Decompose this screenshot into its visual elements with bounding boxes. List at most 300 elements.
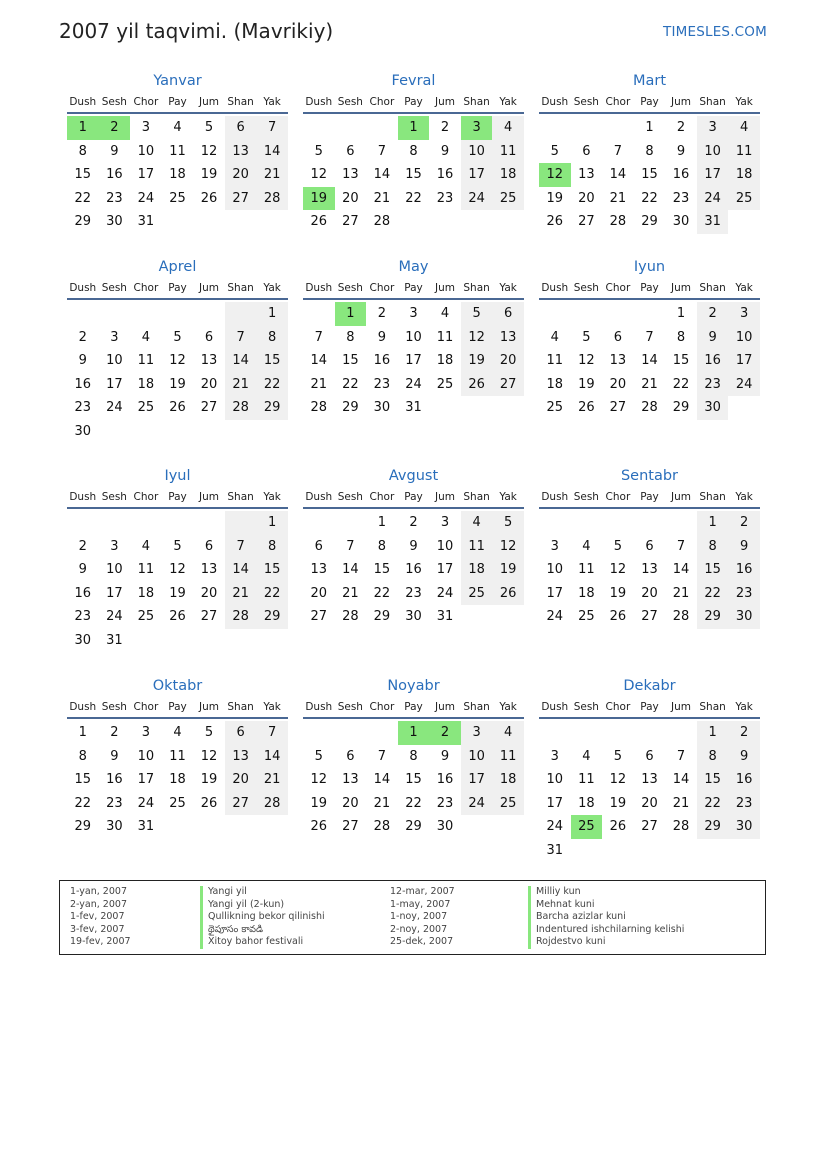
day-cell: 24 — [728, 373, 760, 397]
empty-cell — [99, 511, 131, 535]
weekday-label: Shan — [699, 282, 726, 294]
day-cell: 27 — [641, 609, 658, 625]
empty-cell — [335, 721, 367, 745]
day-cell: 24 — [461, 187, 493, 211]
day-cell: 14 — [256, 745, 288, 769]
day-cell: 12 — [461, 326, 493, 350]
day-cell: 21 — [342, 585, 359, 601]
day-cell: 22 — [256, 373, 288, 397]
weekday-header — [67, 491, 288, 509]
day-cell: 6 — [346, 748, 355, 764]
day-cell: 4 — [173, 120, 182, 135]
weekday-label: Chor — [133, 96, 159, 108]
day-cell: 2 — [728, 721, 760, 745]
day-cell: 29 — [405, 819, 422, 835]
day-cell: 6 — [204, 538, 214, 554]
day-cell: 13 — [342, 167, 359, 183]
month-name: Oktabr — [152, 678, 203, 694]
weekday-label: Sesh — [337, 701, 363, 713]
month-sentabr — [539, 466, 760, 629]
day-cell: 20 — [200, 585, 218, 601]
month-name: Fevral — [391, 73, 436, 89]
day-cell: 23 — [74, 400, 92, 416]
day-cell: 1 — [256, 302, 288, 326]
day-cell: 6 — [492, 302, 524, 326]
day-cell: 10 — [106, 562, 123, 578]
day-cell: 4 — [550, 329, 559, 345]
legend-holiday-name: Rojdestvo kuni — [528, 936, 606, 949]
day-cell: 23 — [672, 190, 690, 206]
weekday-label: Chor — [605, 282, 631, 294]
day-cell: 17 — [405, 353, 422, 369]
day-cell: 27 — [342, 819, 359, 835]
day-cell: 25 — [137, 400, 155, 416]
holiday-cell: 1 — [335, 302, 367, 326]
day-cell: 10 — [137, 143, 155, 159]
day-cell: 10 — [697, 140, 729, 164]
day-cell: 9 — [110, 143, 119, 159]
day-cell: 12 — [200, 143, 218, 159]
day-cell: 16 — [672, 167, 690, 183]
day-cell: 11 — [137, 562, 155, 578]
weekday-label: Dush — [69, 701, 97, 713]
month-yanvar — [67, 71, 288, 234]
day-cell: 29 — [672, 400, 690, 416]
day-cell: 3 — [110, 538, 119, 554]
day-cell: 5 — [461, 302, 493, 326]
day-cell: 17 — [106, 585, 123, 601]
empty-cell — [602, 116, 634, 140]
day-cell: 5 — [173, 538, 182, 554]
day-cell: 4 — [582, 538, 591, 554]
day-cell: 14 — [256, 140, 288, 164]
day-cell: 16 — [74, 376, 92, 392]
weekday-label: Pay — [640, 282, 659, 294]
day-cell: 17 — [137, 772, 155, 788]
day-cell: 18 — [578, 585, 595, 601]
legend-holiday-name: Xitoy bahor festivali — [200, 936, 303, 949]
day-cell: 27 — [609, 400, 627, 416]
empty-cell — [193, 302, 225, 326]
day-cell: 31 — [137, 214, 155, 230]
day-cell: 12 — [492, 535, 524, 559]
month-name: Noyabr — [387, 678, 440, 694]
day-cell: 2 — [409, 515, 418, 530]
weekday-label: Chor — [369, 282, 395, 294]
day-cell: 19 — [461, 349, 493, 373]
day-cell: 6 — [314, 538, 323, 554]
empty-cell — [634, 721, 666, 745]
legend-date: 25-dek, 2007 — [390, 936, 454, 947]
day-cell: 24 — [461, 792, 493, 816]
day-cell: 17 — [106, 376, 123, 392]
weekday-label: Dush — [305, 96, 333, 108]
legend-date: 1-fev, 2007 — [70, 911, 125, 922]
day-cell: 4 — [440, 306, 450, 321]
day-cell: 28 — [373, 214, 391, 230]
day-cell: 10 — [405, 329, 422, 345]
day-cell: 15 — [697, 768, 729, 792]
legend-date: 3-fev, 2007 — [70, 923, 125, 935]
weekday-label: Yak — [499, 701, 517, 713]
empty-cell — [602, 511, 634, 535]
empty-cell — [539, 721, 571, 745]
day-cell: 6 — [582, 143, 591, 159]
day-cell: 29 — [256, 605, 288, 629]
day-cell: 8 — [346, 329, 355, 345]
day-cell: 3 — [550, 748, 559, 764]
day-cell: 26 — [461, 373, 493, 397]
day-grid — [303, 302, 524, 420]
day-cell: 4 — [173, 725, 182, 740]
day-cell: 16 — [728, 558, 760, 582]
day-cell: 21 — [672, 795, 690, 811]
weekday-label: Shan — [699, 491, 726, 503]
weekday-label: Yak — [499, 96, 517, 108]
day-cell: 23 — [728, 792, 760, 816]
day-cell: 18 — [461, 558, 493, 582]
day-cell: 18 — [169, 772, 186, 788]
day-cell: 21 — [672, 585, 690, 601]
weekday-label: Shan — [463, 96, 490, 108]
day-cell: 25 — [436, 376, 454, 392]
day-cell: 12 — [609, 772, 627, 788]
day-cell: 10 — [461, 745, 493, 769]
day-cell: 24 — [405, 376, 422, 392]
day-cell: 8 — [697, 745, 729, 769]
day-grid — [67, 302, 288, 444]
page-title: 2007 yil taqvimi. (Mavrikiy) — [59, 19, 334, 43]
weekday-label: Jum — [199, 701, 220, 713]
weekday-label: Chor — [133, 282, 159, 294]
day-cell: 7 — [676, 748, 686, 764]
day-cell: 9 — [110, 748, 119, 764]
day-cell: 16 — [74, 585, 92, 601]
day-cell: 11 — [169, 143, 186, 159]
month-name: Avgust — [388, 468, 439, 484]
weekday-label: Pay — [640, 701, 659, 713]
day-cell: 7 — [225, 326, 257, 350]
month-name: May — [398, 259, 429, 275]
day-cell: 24 — [697, 187, 729, 211]
empty-cell — [665, 721, 697, 745]
day-cell: 23 — [697, 373, 729, 397]
day-cell: 14 — [225, 558, 257, 582]
day-cell: 1 — [377, 515, 387, 530]
day-cell: 28 — [609, 214, 627, 230]
day-cell: 28 — [225, 605, 257, 629]
weekday-label: Sesh — [101, 282, 127, 294]
day-cell: 20 — [225, 768, 257, 792]
day-cell: 16 — [405, 562, 422, 578]
day-cell: 25 — [461, 582, 493, 606]
day-cell: 10 — [137, 748, 155, 764]
day-cell: 17 — [461, 768, 493, 792]
month-may — [303, 257, 524, 420]
day-cell: 26 — [169, 609, 186, 625]
day-cell: 22 — [342, 376, 359, 392]
brand-link[interactable]: TIMESLES.COM — [663, 24, 767, 40]
weekday-label: Dush — [305, 701, 333, 713]
empty-cell — [366, 721, 398, 745]
day-cell: 27 — [578, 214, 595, 230]
day-cell: 18 — [546, 376, 564, 392]
day-cell: 25 — [492, 792, 524, 816]
day-cell: 7 — [256, 116, 288, 140]
day-cell: 30 — [728, 815, 760, 839]
day-cell: 28 — [256, 187, 288, 211]
weekday-label: Chor — [605, 701, 631, 713]
day-cell: 1 — [78, 725, 87, 740]
weekday-label: Pay — [168, 701, 187, 713]
day-cell: 28 — [672, 609, 690, 625]
day-cell: 10 — [546, 772, 564, 788]
weekday-label: Yak — [263, 491, 281, 503]
day-cell: 19 — [200, 772, 218, 788]
day-cell: 13 — [310, 562, 328, 578]
day-grid — [67, 511, 288, 653]
day-cell: 19 — [169, 585, 186, 601]
day-cell: 16 — [106, 772, 123, 788]
day-cell: 24 — [546, 609, 564, 625]
empty-cell — [225, 511, 257, 535]
weekday-label: Jum — [435, 96, 456, 108]
day-cell: 2 — [728, 511, 760, 535]
day-cell: 21 — [225, 582, 257, 606]
weekday-header — [303, 491, 524, 509]
day-cell: 15 — [373, 562, 391, 578]
empty-cell — [335, 116, 367, 140]
weekday-label: Shan — [227, 491, 254, 503]
day-grid — [67, 721, 288, 839]
weekday-label: Chor — [369, 96, 395, 108]
day-cell: 20 — [492, 349, 524, 373]
weekday-label: Sesh — [573, 282, 599, 294]
day-cell: 5 — [314, 143, 323, 159]
day-cell: 15 — [256, 349, 288, 373]
weekday-label: Shan — [463, 282, 490, 294]
empty-cell — [539, 302, 571, 326]
day-cell: 2 — [110, 725, 119, 740]
weekday-label: Dush — [541, 282, 569, 294]
weekday-label: Pay — [168, 491, 187, 503]
empty-cell — [602, 721, 634, 745]
day-cell: 13 — [200, 353, 218, 369]
day-cell: 21 — [641, 376, 658, 392]
day-cell: 28 — [641, 400, 658, 416]
empty-cell — [571, 116, 603, 140]
day-cell: 26 — [609, 819, 627, 835]
day-cell: 18 — [492, 768, 524, 792]
legend-date: 19-fev, 2007 — [70, 936, 131, 947]
day-cell: 20 — [641, 795, 658, 811]
legend-date: 1-noy, 2007 — [390, 911, 448, 922]
day-cell: 6 — [346, 143, 355, 159]
day-cell: 10 — [461, 140, 493, 164]
legend-holiday-name: Milliy kun — [528, 886, 581, 899]
day-grid — [67, 116, 288, 234]
day-cell: 25 — [492, 187, 524, 211]
day-cell: 22 — [74, 190, 92, 206]
day-cell: 13 — [609, 353, 627, 369]
holiday-cell: 2 — [429, 721, 461, 745]
empty-cell — [539, 511, 571, 535]
day-grid — [539, 116, 760, 234]
weekday-label: Dush — [305, 491, 333, 503]
day-cell: 19 — [609, 795, 627, 811]
weekday-label: Jum — [435, 701, 456, 713]
weekday-header — [303, 96, 524, 114]
day-cell: 12 — [578, 353, 595, 369]
day-cell: 28 — [256, 792, 288, 816]
empty-cell — [539, 116, 571, 140]
weekday-header — [303, 282, 524, 300]
day-cell: 15 — [342, 353, 359, 369]
day-cell: 27 — [225, 187, 257, 211]
empty-cell — [571, 511, 603, 535]
day-cell: 26 — [546, 214, 564, 230]
holiday-legend — [59, 880, 766, 955]
day-cell: 4 — [141, 538, 151, 554]
weekday-label: Dush — [541, 96, 569, 108]
day-cell: 5 — [204, 120, 214, 135]
day-cell: 29 — [641, 214, 658, 230]
day-grid — [303, 721, 524, 839]
day-cell: 29 — [697, 605, 729, 629]
month-name: Yanvar — [153, 73, 202, 89]
month-name: Aprel — [158, 259, 197, 275]
day-cell: 28 — [310, 400, 328, 416]
day-cell: 2 — [440, 120, 450, 135]
day-cell: 20 — [342, 795, 359, 811]
weekday-label: Sesh — [337, 282, 363, 294]
day-cell: 11 — [546, 353, 564, 369]
day-cell: 21 — [256, 163, 288, 187]
day-cell: 15 — [405, 167, 422, 183]
day-cell: 9 — [440, 143, 450, 159]
day-cell: 23 — [436, 795, 454, 811]
weekday-header — [303, 701, 524, 719]
weekday-label: Chor — [605, 96, 631, 108]
day-cell: 16 — [697, 349, 729, 373]
weekday-header — [67, 701, 288, 719]
day-cell: 23 — [74, 609, 92, 625]
day-cell: 24 — [106, 400, 123, 416]
day-cell: 22 — [697, 582, 729, 606]
day-cell: 7 — [225, 535, 257, 559]
holiday-cell: 1 — [398, 116, 430, 140]
month-oktabr — [67, 676, 288, 839]
empty-cell — [303, 302, 335, 326]
day-cell: 2 — [78, 538, 87, 554]
day-cell: 20 — [200, 376, 218, 392]
day-cell: 5 — [613, 538, 623, 554]
weekday-label: Pay — [640, 96, 659, 108]
weekday-label: Pay — [640, 491, 659, 503]
weekday-header — [539, 96, 760, 114]
empty-cell — [130, 511, 162, 535]
weekday-label: Pay — [404, 701, 423, 713]
empty-cell — [571, 721, 603, 745]
day-cell: 20 — [342, 190, 359, 206]
day-cell: 1 — [697, 721, 729, 745]
month-name: Dekabr — [623, 678, 676, 694]
empty-cell — [225, 302, 257, 326]
weekday-label: Yak — [263, 701, 281, 713]
day-cell: 16 — [436, 772, 454, 788]
day-cell: 13 — [492, 326, 524, 350]
day-cell: 5 — [314, 748, 323, 764]
month-avgust — [303, 466, 524, 629]
day-cell: 15 — [697, 558, 729, 582]
day-cell: 11 — [492, 140, 524, 164]
weekday-label: Pay — [168, 282, 187, 294]
day-cell: 13 — [200, 562, 218, 578]
weekday-label: Sesh — [337, 96, 363, 108]
day-cell: 13 — [225, 140, 257, 164]
day-cell: 10 — [728, 326, 760, 350]
weekday-label: Sesh — [101, 96, 127, 108]
day-cell: 5 — [582, 329, 591, 345]
day-cell: 9 — [409, 538, 418, 554]
day-cell: 24 — [106, 609, 123, 625]
empty-cell — [162, 302, 194, 326]
day-cell: 30 — [405, 609, 422, 625]
day-cell: 22 — [672, 376, 690, 392]
weekday-label: Jum — [435, 491, 456, 503]
month-fevral — [303, 71, 524, 234]
day-cell: 16 — [728, 768, 760, 792]
day-cell: 8 — [78, 143, 87, 159]
day-cell: 1 — [697, 511, 729, 535]
day-cell: 2 — [377, 306, 387, 321]
day-cell: 23 — [373, 376, 391, 392]
day-cell: 14 — [342, 562, 359, 578]
day-cell: 4 — [582, 748, 591, 764]
day-cell: 19 — [609, 585, 627, 601]
day-cell: 3 — [728, 302, 760, 326]
day-cell: 23 — [405, 585, 422, 601]
day-cell: 13 — [342, 772, 359, 788]
day-cell: 14 — [225, 349, 257, 373]
day-cell: 27 — [641, 819, 658, 835]
day-cell: 26 — [200, 190, 218, 206]
day-cell: 21 — [609, 190, 627, 206]
day-cell: 3 — [697, 116, 729, 140]
holiday-cell: 2 — [99, 116, 131, 140]
day-cell: 3 — [141, 725, 151, 740]
day-cell: 27 — [200, 609, 218, 625]
day-cell: 25 — [137, 609, 155, 625]
day-cell: 1 — [676, 306, 686, 321]
day-cell: 29 — [697, 815, 729, 839]
day-cell: 30 — [74, 423, 92, 439]
day-cell: 16 — [373, 353, 391, 369]
day-cell: 2 — [78, 329, 87, 345]
empty-cell — [634, 511, 666, 535]
day-cell: 8 — [256, 535, 288, 559]
day-cell: 10 — [546, 562, 564, 578]
day-cell: 9 — [676, 143, 686, 159]
legend-date: 1-may, 2007 — [390, 898, 451, 910]
day-cell: 11 — [728, 140, 760, 164]
weekday-label: Yak — [735, 701, 753, 713]
day-cell: 26 — [200, 795, 218, 811]
day-cell: 29 — [373, 609, 391, 625]
day-cell: 26 — [578, 400, 595, 416]
day-cell: 7 — [377, 748, 387, 764]
month-name: Iyul — [164, 468, 191, 484]
